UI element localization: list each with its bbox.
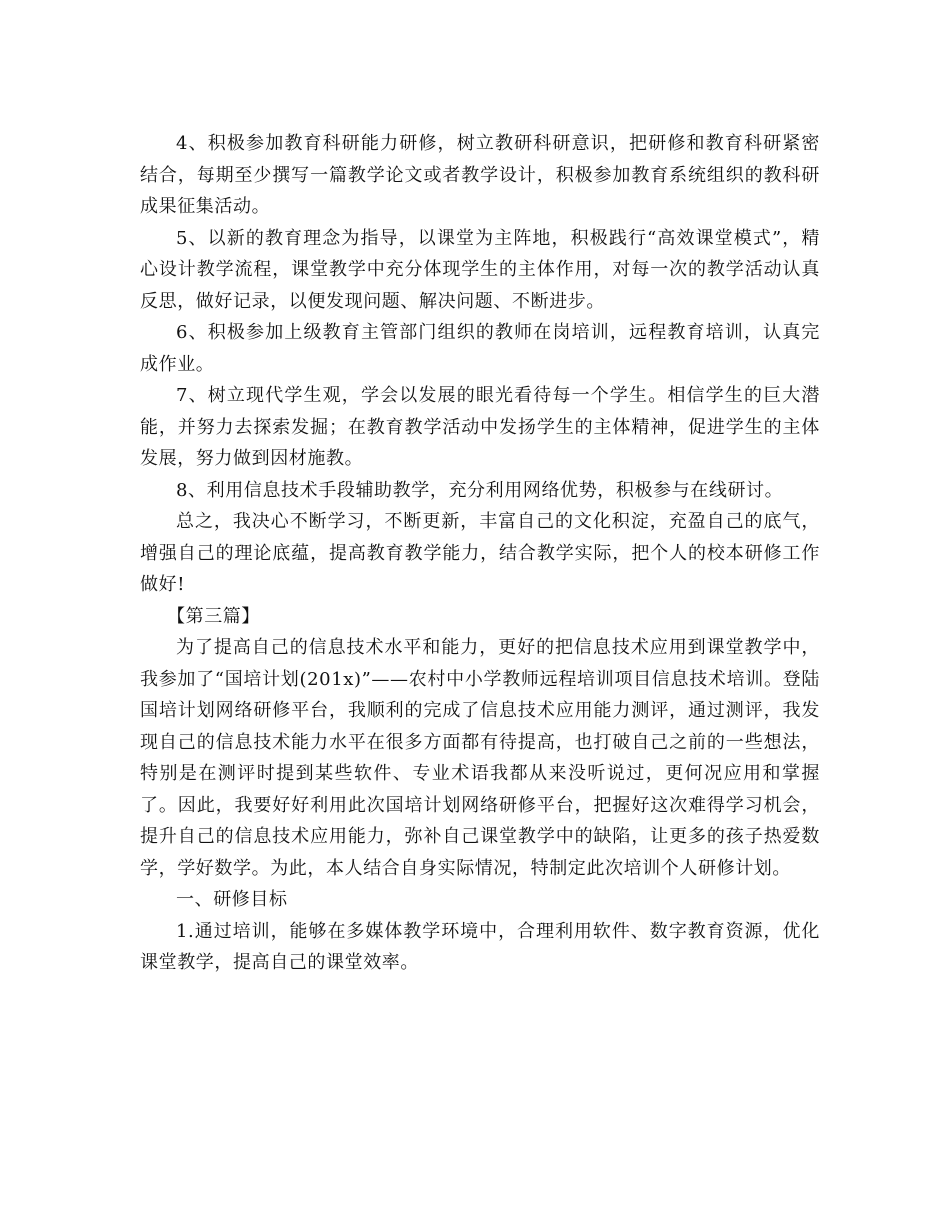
paragraph-5: 5、以新的教育理念为指导，以课堂为主阵地，积极践行“高效课堂模式”，精心设计教学流程，课堂教学中充分体现学生的主体作用，对每一次的教学活动认真反思，做好记录，以便发现问题、解决问题、不断进步。 <box>140 227 820 312</box>
paragraph-6: 6、积极参加上级教育主管部门组织的教师在岗培训，远程教育培训，认真完成作业。 <box>140 322 820 375</box>
paragraph-7: 7、树立现代学生观，学会以发展的眼光看待每一个学生。相信学生的巨大潜能，并努力去探索发掘；在教育教学活动中发扬学生的主体精神，促进学生的主体发展，努力做到因材施教。 <box>140 385 820 469</box>
paragraph-summary: 总之，我决心不断学习，不断更新，丰富自己的文化积淀，充盈自己的底气，增强自己的理论底蕴，提高教育教学能力，结合教学实际，把个人的校本研修工作做好! <box>140 511 820 595</box>
paragraph-intro: 为了提高自己的信息技术水平和能力，更好的把信息技术应用到课堂教学中，我参加了“国培计划(201x)”——农村中小学教师远程培训项目信息技术培训。登陆国培计划网络研修平台，我顺利的完成了信息技术应用能力测评，通过测评，我发现自己的信息技术能力水平在很多方面都有待提高，也打破自己之前的一些想法，特别是在测评时提到某些软件、专业术语我都从来没听说过，更何况应用和掌握了。因此，我要好好利用此次国培计划网络研修平台，把握好这次难得学习机会，提升自己的信息技术应用能力，弥补自己课堂教学中的缺陷，让更多的孩子热爱数学，学好数学。为此，本人结合自身实际情况，特制定此次培训个人研修计划。 <box>140 637 820 879</box>
paragraph-goal-1: 1.通过培训，能够在多媒体教学环境中，合理利用软件、数字教育资源，优化课堂教学，提高自己的课堂效率。 <box>140 920 820 973</box>
document-body <box>140 128 820 979</box>
section-heading: 【第三篇】 <box>167 605 260 627</box>
paragraph-4: 4、积极参加教育科研能力研修，树立教研科研意识，把研修和教育科研紧密结合，每期至少撰写一篇教学论文或者教学设计，积极参加教育系统组织的教科研成果征集活动。 <box>140 133 820 217</box>
subheading-goals: 一、研修目标 <box>176 889 288 910</box>
paragraph-8: 8、利用信息技术手段辅助教学，充分利用网络优势，积极参与在线研讨。 <box>176 479 784 501</box>
